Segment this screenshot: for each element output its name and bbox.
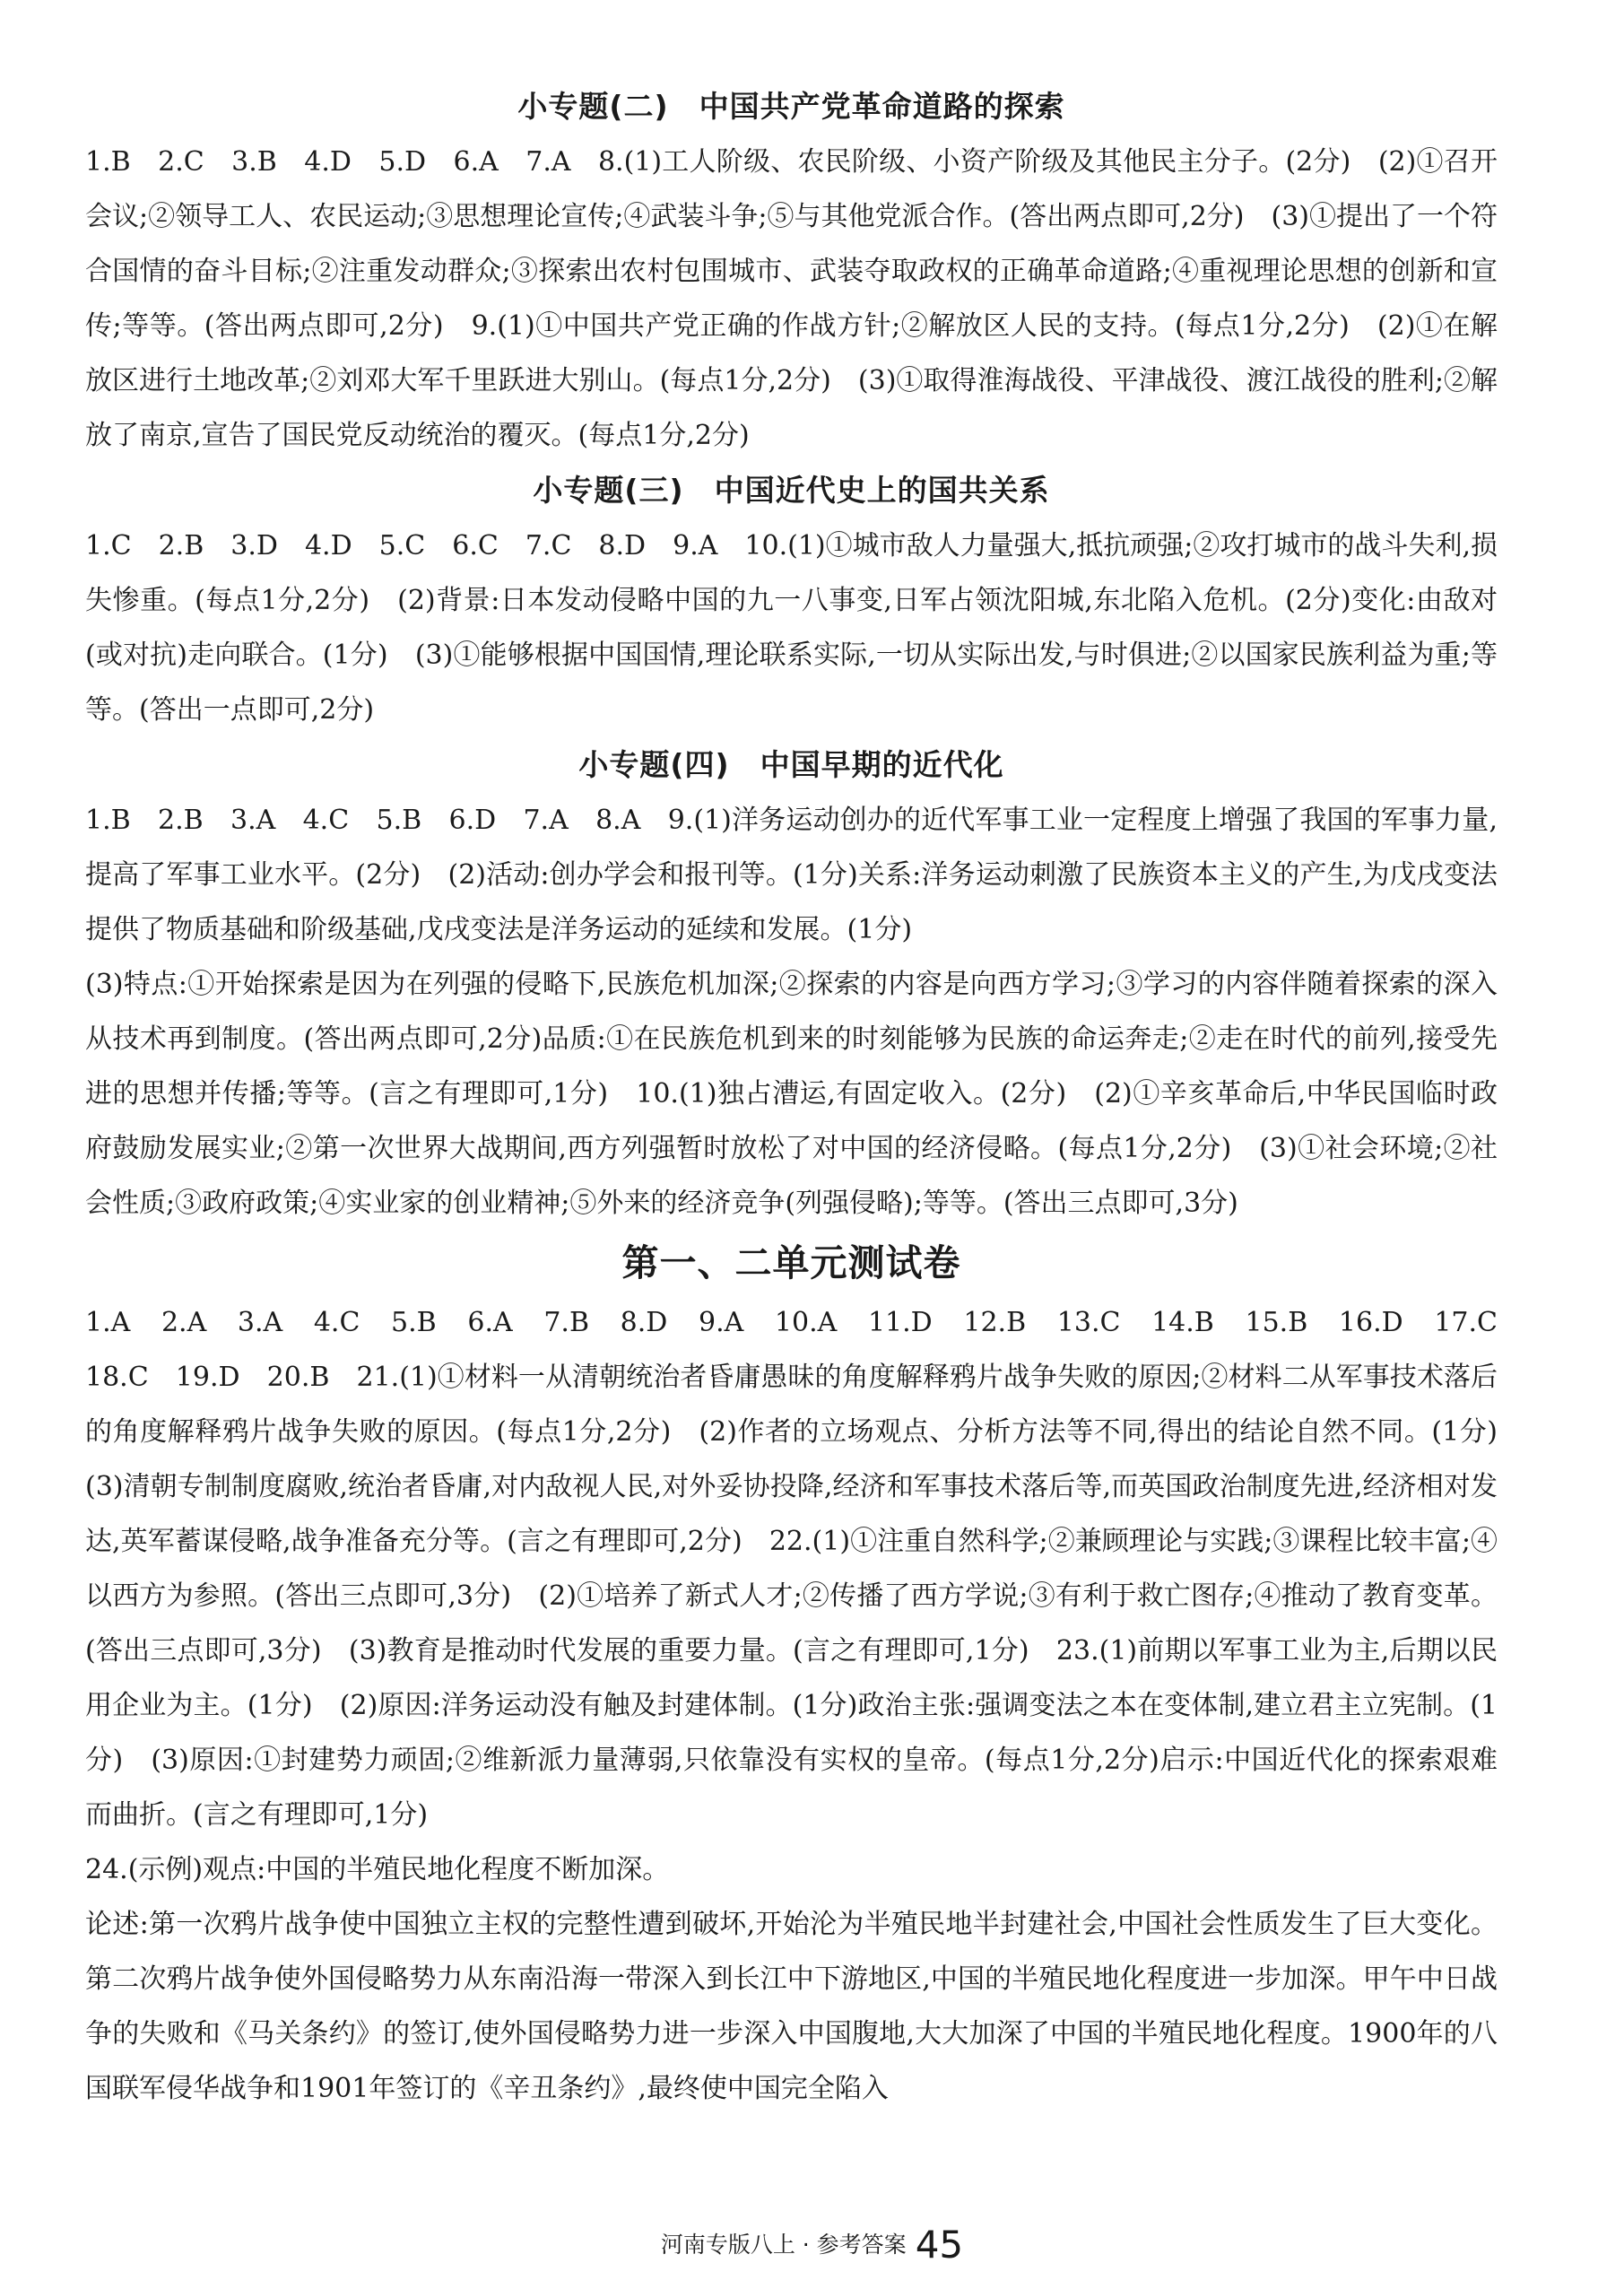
section-title: 小专题(四) 中国早期的近代化 [578, 747, 1004, 782]
answer-paragraph: 论述:第一次鸦片战争使中国独立主权的完整性遭到破坏,开始沦为半殖民地半封建社会,中国社会性质发生了巨大变化。第二次鸦片战争使外国侵略势力从东南沿海一带深入到长江中下游地区,中国的半殖民地化程度进一步加深。甲午中日战争的失败和《马关条约》的签订,使外国侵略势力进一步深入中国腹地,大大加深了中国的半殖民地化程度。1900年的八国联军侵华战争和1901年签订的《辛丑条约》,最终使中国完全陷入 [85, 1909, 1498, 2104]
section-topic-2 [85, 79, 1498, 463]
section-topic-4 [85, 737, 1498, 1231]
answer-paragraph: 24.(示例)观点:中国的半殖民地化程度不断加深。 [85, 1854, 670, 1885]
page-number: 45 [915, 2223, 964, 2267]
answer-paragraph: 1.B 2.B 3.A 4.C 5.B 6.D 7.A 8.A 9.(1)洋务运动创办的近代军事工业一定程度上增强了我国的军事力量,提高了军事工业水平。(2分) (2)活动:创办学会和报刊等。(1分)关系:洋务运动刺激了民族资本主义的产生,为戊戌变法提供了物质基础和阶级基础,戊戌变法是洋务运动的延续和发展。(1分) [85, 805, 1498, 945]
page-footer [0, 2223, 1624, 2267]
answer-paragraph: (3)特点:①开始探索是因为在列强的侵略下,民族危机加深;②探索的内容是向西方学习;③学习的内容伴随着探索的深入从技术再到制度。(答出两点即可,2分)品质:①在民族危机到来的时刻能够为民族的命运奔走;②走在时代的前列,接受先进的思想并传播;等等。(言之有理即可,1分) 10.(1)独占漕运,有固定收入。(2分) (2)①辛亥革命后,中华民国临时政府鼓励发展实业;②第一次世界大战期间,西方列强暂时放松了对中国的经济侵略。(每点1分,2分) (3)①社会环境;②社会性质;③政府政策;④实业家的创业精神;⑤外来的经济竞争(列强侵略);等等。(答出三点即可,3分) [85, 969, 1498, 1219]
answer-paragraph: 1.C 2.B 3.D 4.D 5.C 6.C 7.C 8.D 9.A 10.(1)①城市敌人力量强大,抵抗顽强;②攻打城市的战斗失利,损失惨重。(每点1分,2分) (2)背景:日本发动侵略中国的九一八事变,日军占领沈阳城,东北陷入危机。(2分)变化:由敌对(或对抗)走向联合。(1分) (3)①能够根据中国国情,理论联系实际,一切从实际出发,与时俱进;②以国家民族利益为重;等等。(答出一点即可,2分) [85, 530, 1498, 726]
answer-paragraph: 1.A 2.A 3.A 4.C 5.B 6.A 7.B 8.D 9.A 10.A 11.D 12.B 13.C 14.B 15.B 16.D 17.C 18.C 19.D 20.B 21.(1)①材料一从清朝统治者昏庸愚昧的角度解释鸦片战争失败的原因;②材料二从军事技术落后的角度解释鸦片战争失败的原因。(每点1分,2分) (2)作者的立场观点、分析方法等不同,得出的结论自然不同。(1分) (3)清朝专制制度腐败,统治者昏庸,对内敌视人民,对外妥协投降,经济和军事技术落后等,而英国政治制度先进,经济相对发达,英军蓄谋侵略,战争准备充分等。(言之有理即可,2分) 22.(1)①注重自然科学;②兼顾理论与实践;③课程比较丰富;④以西方为参照。(答出三点即可,3分) (2)①培养了新式人才;②传播了西方学说;③有利于救亡图存;④推动了教育变革。(答出三点即可,3分) (3)教育是推动时代发展的重要力量。(言之有理即可,1分) 23.(1)前期以军事工业为主,后期以民用企业为主。(1分) (2)原因:洋务运动没有触及封建体制。(1分)政治主张:强调变法之本在变体制,建立君主立宪制。(1分) (3)原因:①封建势力顽固;②维新派力量薄弱,只依靠没有实权的皇帝。(每点1分,2分)启示:中国近代化的探索艰难而曲折。(言之有理即可,1分) [85, 1307, 1524, 1831]
section-title: 第一、二单元测试卷 [621, 1241, 961, 1284]
section-topic-3 [85, 463, 1498, 737]
answer-page [85, 79, 1524, 2116]
section-unit-test [85, 1231, 1524, 2116]
section-title: 小专题(三) 中国近代史上的国共关系 [533, 473, 1050, 508]
footer-label: 河南专版八上 · 参考答案 [660, 2232, 907, 2258]
answer-paragraph: 1.B 2.C 3.B 4.D 5.D 6.A 7.A 8.(1)工人阶级、农民阶级、小资产阶级及其他民主分子。(2分) (2)①召开会议;②领导工人、农民运动;③思想理论宣传;④武装斗争;⑤与其他党派合作。(答出两点即可,2分) (3)①提出了一个符合国情的奋斗目标;②注重发动群众;③探索出农村包围城市、武装夺取政权的正确革命道路;④重视理论思想的创新和宣传;等等。(答出两点即可,2分) 9.(1)①中国共产党正确的作战方针;②解放区人民的支持。(每点1分,2分) (2)①在解放区进行土地改革;②刘邓大军千里跃进大别山。(每点1分,2分) (3)①取得淮海战役、平津战役、渡江战役的胜利;②解放了南京,宣告了国民党反动统治的覆灭。(每点1分,2分) [85, 146, 1498, 451]
section-title: 小专题(二) 中国共产党革命道路的探索 [517, 89, 1065, 124]
